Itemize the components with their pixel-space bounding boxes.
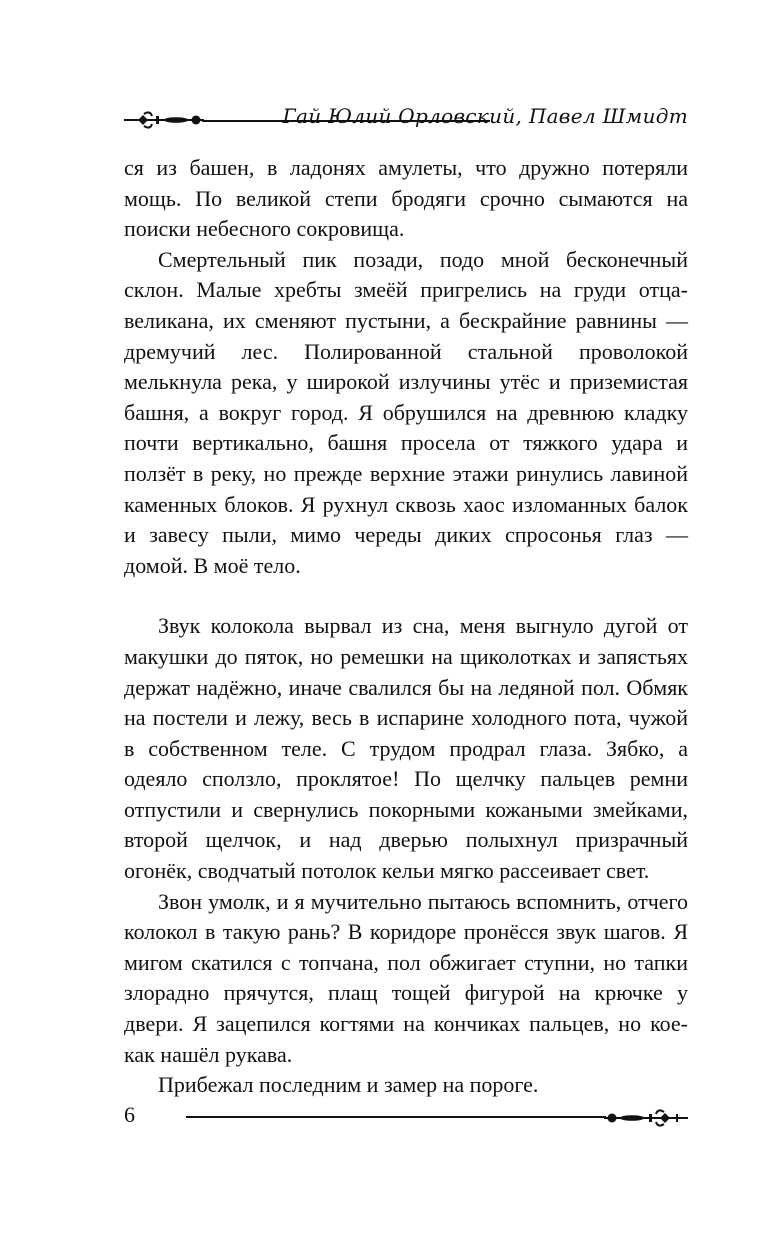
paragraph: ся из башен, в ладонях амулеты, что дружно потеряли мощь. По великой степи бродяги срочно сымаются на поиски небесного сокровища.: [124, 155, 688, 242]
page-number: 6: [124, 1102, 135, 1127]
paragraph: Смертельный пик позади, подо мной бесконечный склон. Малые хребты змеёй пригрелись на груди отца-великана, их сменяют пустыни, а бескрайние равнины — дремучий лес. Полированной стальной проволокой мелькнула река, у широкой излучины утёс и приземистая башня, а вокруг город. Я обрушился на древнюю кладку почти вертикально, башня просела от тяжкого удара и ползёт в реку, но прежде верхние этажи ринулись лавиной каменных блоков. Я рухнул сквозь хаос изломанных балок и завесу пыли, мимо череды диких спросонья глаз — домой. В моё тело.: [124, 246, 688, 578]
running-footer: [124, 1100, 688, 1134]
paragraph: Звон умолк, и я мучительно пытаюсь вспомнить, отчего колокол в такую рань? В коридоре пронёсся звук шагов. Я мигом скатился с топчана, пол обжигает ступни, но тапки злорадно прячутся, плащ тощей фигурой на крючке у двери. Я зацепился когтями на кончиках пальцев, но кое-как нашёл рукава.: [124, 888, 688, 1067]
paragraph: Прибежал последним и замер на пороге.: [158, 1072, 539, 1098]
flourish-ornament-icon: [604, 1106, 688, 1130]
body-text: [124, 153, 688, 1101]
running-title: Гай Юлий Орловский, Павел Шмидт: [282, 104, 688, 128]
running-header: [124, 100, 688, 136]
flourish-ornament-icon: [124, 108, 204, 132]
footer-rule: [186, 1116, 606, 1118]
paragraph: Звук колокола вырвал из сна, меня выгнуло дугой от макушки до пяток, но ремешки на щиколотках и запястьях держат надёжно, иначе свалился бы на ледяной пол. Обмяк на постели и лежу, весь в испарине холодного пота, чужой в собственном теле. С трудом продрал глаза. Зябко, а одеяло сползло, проклятое! По щелчку пальцев ремни отпустили и свернулись покорными кожаными змейками, второй щелчок, и над дверью полыхнул призрачный огонёк, сводчатый потолок кельи мягко рассеивает свет.: [124, 613, 688, 884]
